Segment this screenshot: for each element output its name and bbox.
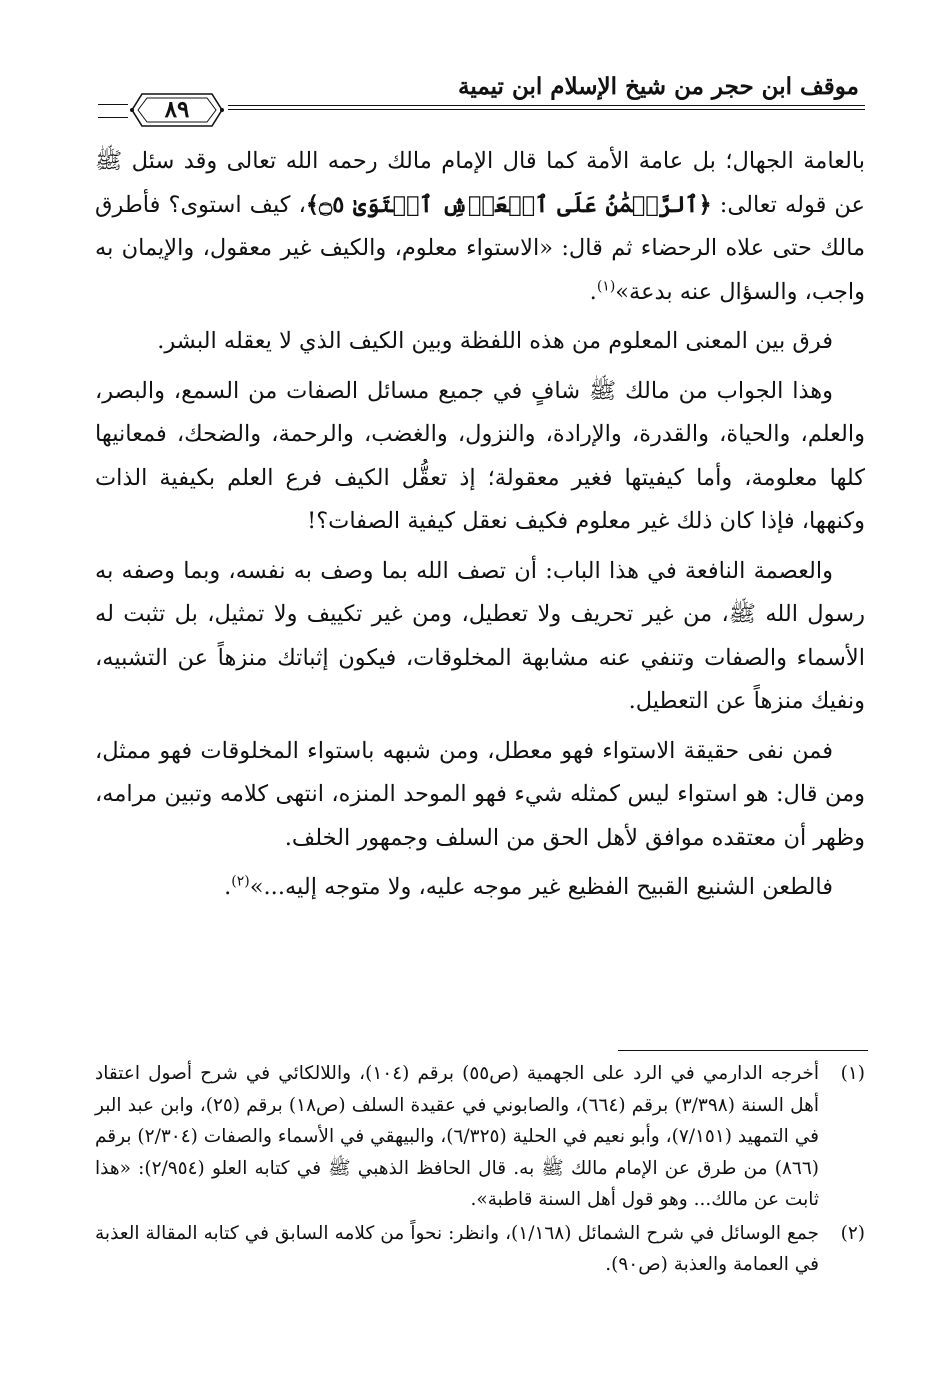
footnote-ref-2[interactable]: (٢) (231, 873, 250, 890)
header-double-rule (228, 105, 865, 110)
main-text (95, 140, 865, 916)
footnote-2 (95, 1218, 865, 1281)
paragraph-4: والعصمة النافعة في هذا الباب: أن تصف الله بما وصف به نفسه، وبما وصفه به رسول الله ﷺ، من غير تحريف ولا تعطيل، ومن غير تكييف ولا تمثيل، بل تثبت له الأسماء والصفات وتنفي عنه مشابهة المخلوقات، فيكون إثباتك منزهاً عن التشبيه، ونفيك منزهاً عن التعطيل. (95, 557, 865, 714)
page-number-ornament (128, 88, 226, 132)
paragraph-1-text: بالعامة الجهال؛ بل عامة الأمة كما قال الإمام مالك رحمه الله تعالى وقد سئل ﷺ عن قوله تعالى: (95, 148, 865, 218)
ornament-lines-left (98, 104, 128, 118)
footnote-separator (618, 1050, 868, 1051)
paragraph-6-text: فالطعن الشنيع القبيح الفظيع غير موجه عليه، ولا متوجه إليه...» (249, 874, 833, 900)
paragraph-6-end: . (224, 874, 232, 900)
running-header-title: موقف ابن حجر من شيخ الإسلام ابن تيمية (458, 73, 859, 100)
footnotes (95, 1058, 865, 1283)
footnote-number: (٢) (840, 1222, 865, 1244)
footnote-text: أخرجه الدارمي في الرد على الجهمية (ص٥٥) برقم (١٠٤)، واللالكائي في شرح أصول اعتقاد أهل السنة (٣/٣٩٨) برقم (٦٦٤)، والصابوني في عقيدة السلف (ص١٨) برقم (٢٥)، وابن عبد البر في التمهيد (٧/١٥١)، وأبو نعيم في الحلية (٦/٣٢٥)، والبيهقي في الأسماء والصفات (٢/٣٠٤) برقم (٨٦٦) من طرق عن الإمام مالك ﷺ به. قال الحافظ الذهبي ﷺ في كتابه العلو (٢/٩٥٤): «هذا ثابت عن مالك... وهو قول أهل السنة قاطبة». (95, 1063, 820, 1210)
footnote-number: (١) (840, 1063, 865, 1084)
paragraph-5: فمن نفى حقيقة الاستواء فهو معطل، ومن شبهه باستواء المخلوقات فهو ممثل، ومن قال: هو استواء ليس كمثله شيء فهو الموحد المنزه، انتهى كلامه وتبين مرامه، وظهر أن معتقده موافق لأهل الحق من السلف وجمهور الخلف. (95, 737, 865, 851)
paragraph-1 (95, 140, 865, 314)
paragraph-1-end: . (589, 278, 597, 305)
paragraph-6 (95, 866, 865, 910)
footnote-ref-1[interactable]: (١) (596, 278, 616, 294)
page-number: ٨٩ (164, 96, 190, 123)
quran-verse: ﴿ٱلرَّحۡمَٰنُ عَلَى ٱلۡعَرۡشِ ٱسۡتَوَىٰ ۝٥﴾ (305, 191, 712, 218)
paragraph-2: فرق بين المعنى المعلوم من هذه اللفظة وبين الكيف الذي لا يعقله البشر. (157, 328, 833, 354)
footnote-1 (95, 1058, 865, 1216)
footnote-text: جمع الوسائل في شرح الشمائل (١/١٦٨)، وانظر: نحواً من كلامه السابق في كتابه المقالة العذبة في العمامة والعذبة (ص٩٠). (95, 1222, 819, 1275)
paragraph-1-continuation: ، كيف استوى؟ فأطرق مالك حتى علاه الرحضاء ثم قال: «الاستواء معلوم، والكيف غير معقول، والإيمان به واجب، والسؤال عنه بدعة» (95, 191, 865, 305)
paragraph-3: وهذا الجواب من مالك ﷺ شافٍ في جميع مسائل الصفات من السمع، والبصر، والعلم، والحياة، والقدرة، والإرادة، والنزول، والغضب، والرحمة، والضحك، فمعانيها كلها معلومة، وأما كيفيتها فغير معقولة؛ إذ تعقُّل الكيف فرع العلم بكيفية الذات وكنهها، فإذا كان ذلك غير معلوم فكيف نعقل كيفية الصفات؟! (95, 377, 865, 534)
